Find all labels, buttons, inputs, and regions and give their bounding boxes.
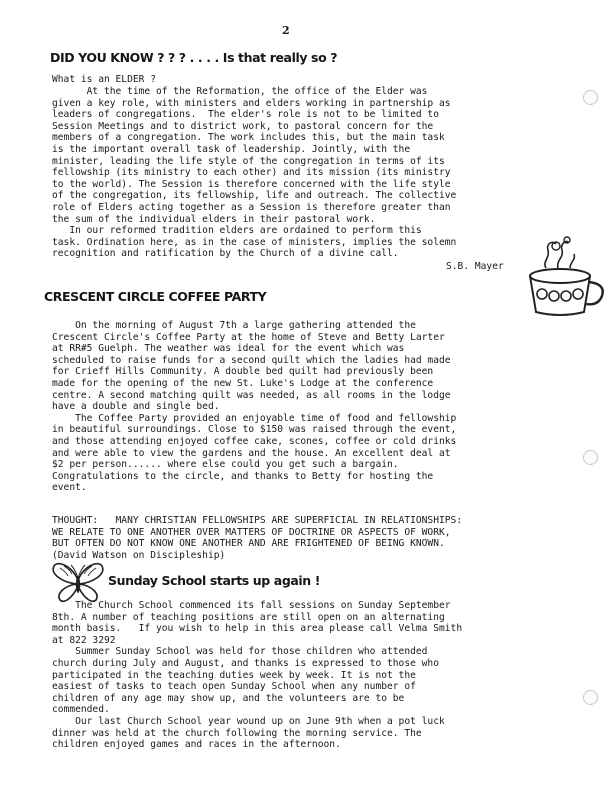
coffee-party-body (52, 320, 456, 494)
text-line: 8th. A number of teaching positions are still open on an alternating (52, 611, 445, 623)
text-line: made for the opening of the new St. Luke's Lodge at the conference (52, 377, 434, 389)
text-line: leaders of congregations. The elder's role is not to be limited to (52, 109, 439, 121)
page-number: 2 (282, 24, 290, 37)
sunday-school-body (52, 600, 462, 751)
coffee-mug-icon (520, 232, 606, 318)
text-line: month basis. If you wish to help in this area please call Velma Smith (52, 623, 463, 635)
text-line: Session Meetings and to district work, to pastoral concern for the (52, 120, 434, 132)
text-line: At the time of the Reformation, the office of the Elder was (52, 86, 428, 97)
article-signature: S.B. Mayer (446, 261, 504, 272)
did-you-know-heading: DID YOU KNOW ? ? ? . . . . Is that really so ? (50, 50, 338, 65)
text-line: role of Elders acting together as a Session is therefore greater than (52, 201, 451, 213)
text-line: fellowship (its ministry to each other) and its mission (its ministry (52, 167, 451, 179)
text-line: in beautiful surroundings. Close to $150 was raised through the event, (52, 424, 457, 436)
text-line: Congratulations to the circle, and thanks to Betty for hosting the (52, 470, 434, 482)
thought-line: THOUGHT: MANY CHRISTIAN FELLOWSHIPS ARE SUPERFICIAL IN RELATIONSHIPS: (52, 515, 463, 526)
text-line: In our reformed tradition elders are ordained to perform this (52, 225, 422, 237)
thought-line: (David Watson on Discipleship) (52, 549, 226, 561)
binder-hole-middle (583, 450, 598, 465)
text-line: and those attending enjoyed coffee cake, scones, coffee or cold drinks (52, 435, 457, 447)
text-line: church during July and August, and thanks is expressed to those who (52, 657, 439, 669)
text-line: scheduled to raise funds for a second quilt which the ladies had made (52, 354, 451, 366)
binder-hole-bottom (583, 690, 598, 705)
text-line: The Coffee Party provided an enjoyable time of food and fellowship (52, 412, 457, 424)
text-line: event. (52, 482, 87, 494)
text-line: participated in the teaching duties week by week. It is not the (52, 669, 416, 681)
thought-line: BUT OFTEN DO NOT KNOW ONE ANOTHER AND ARE FRIGHTENED OF BEING KNOWN. (52, 538, 445, 550)
text-line: at 822 3292 (52, 634, 116, 646)
text-line: easiest of tasks to teach open Sunday School when any number of (52, 681, 416, 693)
binder-hole-top (583, 90, 598, 105)
text-line: have a double and single bed. (52, 401, 220, 413)
text-line: commended. (52, 704, 110, 716)
text-line: to the world). The Session is therefore concerned with the life style (52, 178, 451, 190)
text-line: task. Ordination here, as in the case of ministers, implies the solemn (52, 236, 457, 248)
text-line: given a key role, with ministers and elders working in partnership as (52, 97, 451, 109)
thought-line: WE RELATE TO ONE ANOTHER OVER MATTERS OF DOCTRINE OR ASPECTS OF WORK, (52, 526, 451, 538)
text-line: minister, leading the life style of the congregation in terms of its (52, 155, 445, 167)
text-line: recognition and ratification by the Church of a divine call. (52, 248, 399, 260)
text-line: Summer Sunday School was held for those children who attended (52, 646, 428, 658)
text-line: On the morning of August 7th a large gathering attended the (52, 320, 416, 331)
text-line: The Church School commenced its fall sessions on Sunday September (52, 600, 451, 611)
sunday-school-heading: Sunday School starts up again ! (108, 573, 321, 588)
text-line: is the important overall task of leadership. Jointly, with the (52, 143, 411, 155)
text-line: and were able to view the gardens and the house. An excellent deal at (52, 447, 451, 459)
text-line: the sum of the individual elders in their pastoral work. (52, 213, 376, 225)
thought-quote (52, 515, 462, 561)
text-line: $2 per person...... where else could you get such a bargain. (52, 459, 399, 471)
text-line: for Crieff Hills Community. A double bed quilt had previously been (52, 366, 434, 378)
text-line: children enjoyed games and races in the afternoon. (52, 739, 341, 751)
text-line: at RR#5 Guelph. The weather was ideal for the event which was (52, 343, 405, 355)
coffee-party-heading: CRESCENT CIRCLE COFFEE PARTY (44, 289, 267, 304)
elder-article-body (52, 86, 456, 260)
text-line: Our last Church School year wound up on June 9th when a pot luck (52, 715, 445, 727)
text-line: dinner was held at the church following the morning service. The (52, 727, 422, 739)
elder-question: What is an ELDER ? (52, 74, 156, 85)
text-line: centre. A second matching quilt was needed, as all rooms in the lodge (52, 389, 451, 401)
text-line: children of any age may show up, and the volunteers are to be (52, 692, 405, 704)
text-line: members of a congregation. The work includes this, but the main task (52, 132, 445, 144)
text-line: of the congregation, its fellowship, life and outreach. The collective (52, 190, 457, 202)
text-line: Crescent Circle's Coffee Party at the home of Steve and Betty Larter (52, 331, 445, 343)
